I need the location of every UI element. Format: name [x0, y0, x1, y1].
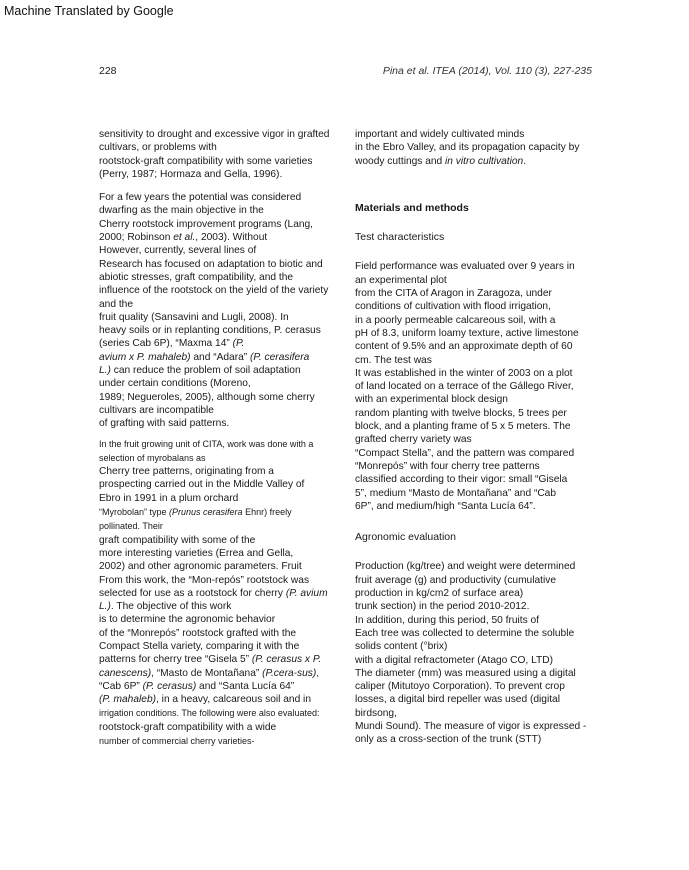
paragraph: important and widely cultivated minds in the Ebro Valley, and its propagation capacity by woody cuttings and in vitro cultivation.: [355, 129, 580, 167]
paragraph: Production (kg/tree) and weight were determined fruit average (g) and productivity (cumulative production in kg/cm2 of surface area) trunk section) in the period 2010-2012. In addition, during this period, 50 fruits of Each tree was collected to determine the soluble solids content (°brix) with a digital refractometer (Atago CO, LTD) The diameter (mm) was measured using a digital caliper (Mitutoyo Corporation). To prevent crop losses, a digital bird repeller was used (digital birdsong, Mundi Sound). The measure of vigor is expressed - only as a cross-section of the trunk (STT): [355, 561, 587, 746]
subsection-heading: Test characteristics: [355, 231, 445, 244]
paragraph: For a few years the potential was considered dwarfing as the main objective in the Cherry rootstock improvement programs (Lang, 2000; Robinson et al., 2003). Without However, currently, several lines of Research has focused on adaptation to biotic and abiotic stresses, graft compatibility, and the influence of the rootstock on the yield of the variety and the fruit quality (Sansavini and Lugli, 2008). In heavy soils or in replanting conditions, P. cerasus (series Cab 6P), “Maxma 14” (P. avium x P. mahaleb) and “Adara” (P. cerasifera L.) can reduce the problem of soil adaptation under certain conditions (Moreno, 1989; Negueroles, 2005), although some cherry cultivars are incompatible of grafting with said patterns.: [99, 192, 329, 430]
right-column: [355, 128, 600, 747]
machine-translation-banner: Machine Translated by Google: [4, 4, 174, 18]
left-column: [99, 128, 339, 748]
running-header: Pina et al. ITEA (2014), Vol. 110 (3), 227-235: [382, 65, 592, 77]
subsection-heading: Agronomic evaluation: [355, 531, 456, 544]
paragraph: sensitivity to drought and excessive vigor in grafted cultivars, or problems with rootstock-graft compatibility with some varieties (Perry, 1987; Hormaza and Gella, 1996).: [99, 129, 330, 180]
section-heading: Materials and methods: [355, 201, 469, 214]
paragraph: Field performance was evaluated over 9 years in an experimental plot from the CITA of Aragon in Zaragoza, under conditions of cultivation with flood irrigation, in a poorly permeable calcareous soil, with a pH of 8.3, uniform loamy texture, active limestone content of 9.5% and an approximate depth of 60 cm. The test was It was established in the winter of 2003 on a plot of land located on a terrace of the Gállego River, with an experimental block design random planting with twelve blocks, 5 trees per block, and a planting frame of 5 x 5 meters. The grafted cherry variety was “Compact Stella”, and the pattern was compared “Monrepós” with four cherry tree patterns classified according to their vigor: small “Gisela 5”, medium “Masto de Montañana” and “Cab 6P”, and medium/high “Santa Lucía 64”.: [355, 261, 579, 512]
paragraph: In the fruit growing unit of CITA, work was done with a selection of myrobalans as Cherry tree patterns, originating from a prospecting carried out in the Middle Valley of Ebro in 1991 in a plum orchard “Myrobolan” type (Prunus cerasifera Ehnr) freely pollinated. Their graft compatibility with some of the more interesting varieties (Errea and Gella, 2002) and other agronomic parameters. Fruit From this work, the “Mon-repós” rootstock was selected for use as a rootstock for cherry (P. avium L.). The objective of this work is to determine the agronomic behavior of the “Monrepós” rootstock grafted with the Compact Stella variety, comparing it with the patterns for cherry tree “Gisela 5” (P. cerasus x P. canescens), “Masto de Montañana” (P.cera-sus), “Cab 6P” (P. cerasus) and “Santa Lucía 64” (P. mahaleb), in a heavy, calcareous soil and in irrigation conditions. The following were also evaluated: rootstock-graft compatibility with a wide number of commercial cherry varieties-: [99, 438, 328, 747]
page-number: 228: [99, 65, 117, 77]
